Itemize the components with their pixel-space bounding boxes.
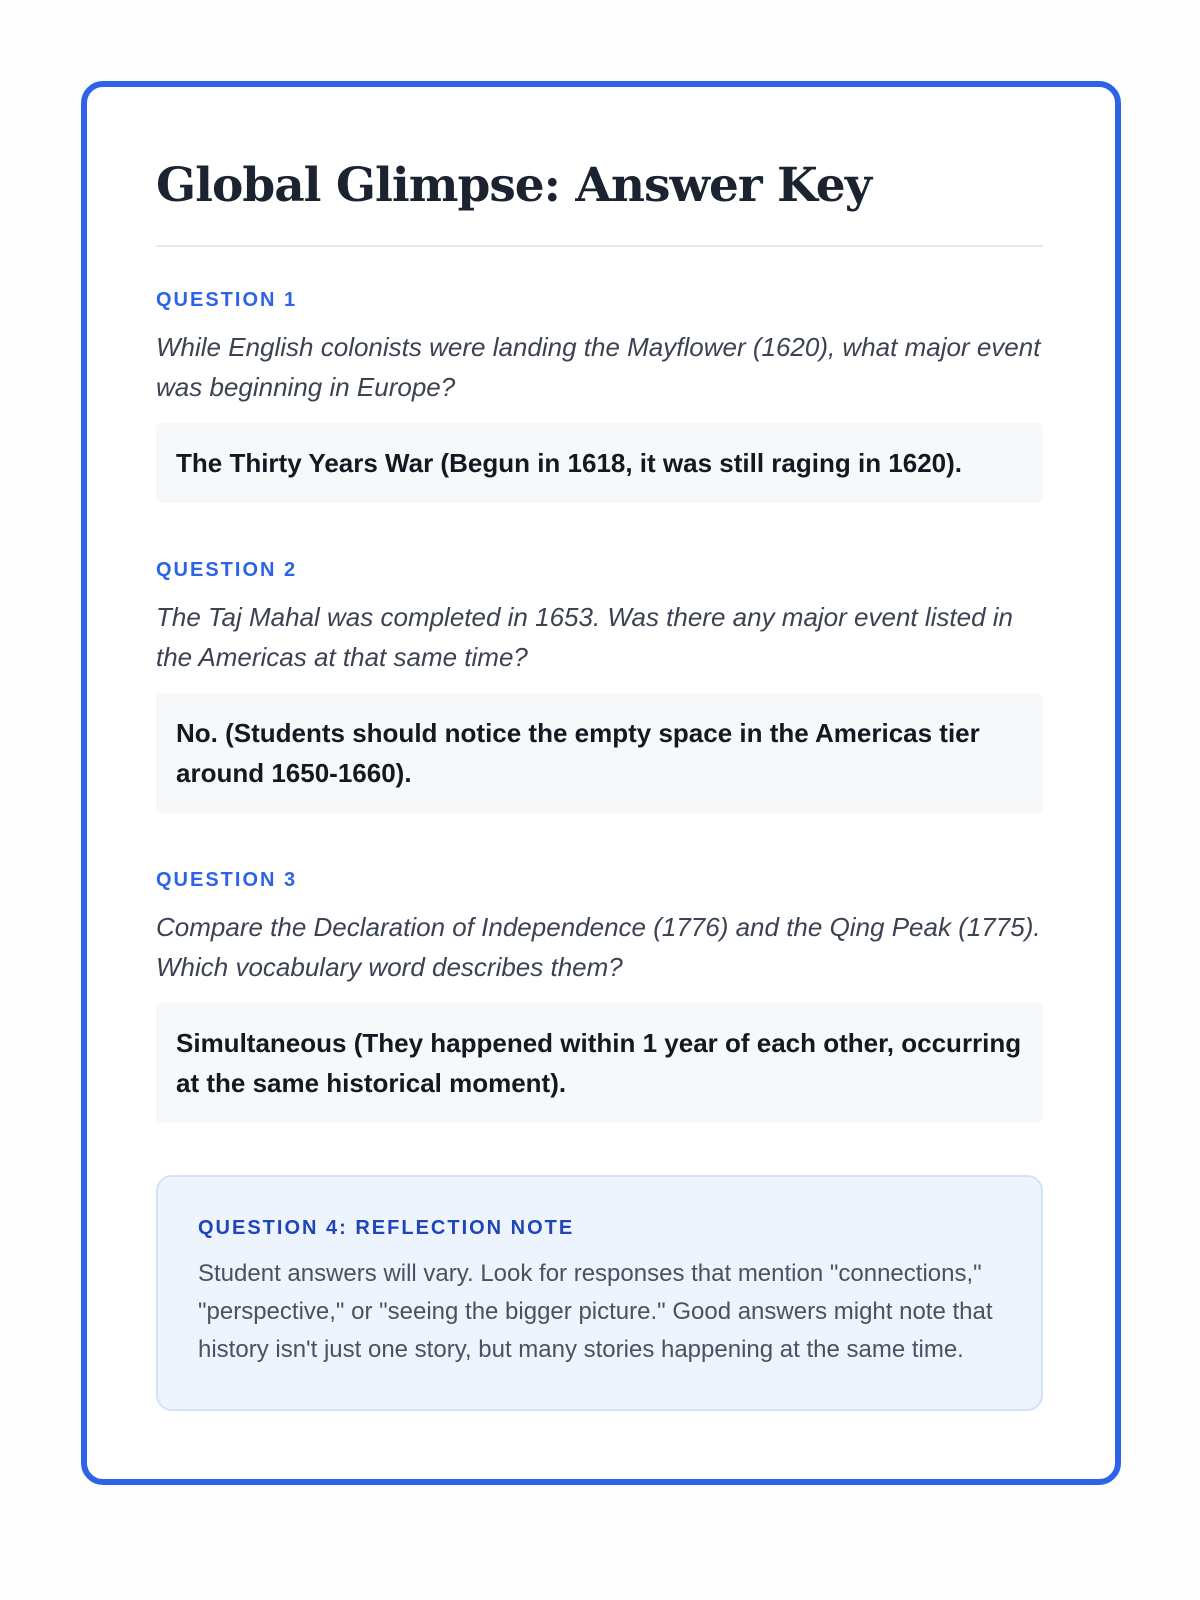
question-text: The Taj Mahal was completed in 1653. Was there any major event listed in the Americas at that same time?	[156, 602, 1014, 672]
question-text: While English colonists were landing the Mayflower (1620), what major event was beginning in Europe?	[156, 332, 1041, 402]
question-block-2	[156, 557, 1043, 813]
question-label: QUESTION 1	[156, 289, 298, 311]
page-title: Global Glimpse: Answer Key	[156, 158, 872, 213]
question-label: QUESTION 3	[156, 869, 298, 891]
answer-box: The Thirty Years War (Begun in 1618, it was still raging in 1620).	[156, 423, 1043, 503]
reflection-note-label: QUESTION 4: REFLECTION NOTE	[198, 1217, 575, 1239]
title-divider	[156, 245, 1043, 247]
question-block-1	[156, 287, 1043, 503]
answer-box: No. (Students should notice the empty space in the Americas tier around 1650-1660).	[156, 693, 1043, 813]
question-label: QUESTION 2	[156, 559, 298, 581]
answer-key-card	[81, 81, 1121, 1485]
reflection-note	[156, 1175, 1043, 1411]
question-block-3	[156, 867, 1043, 1123]
answer-box: Simultaneous (They happened within 1 year of each other, occurring at the same historical moment).	[156, 1003, 1043, 1123]
reflection-note-text: Student answers will vary. Look for responses that mention "connections," "perspective," or "seeing the bigger picture." Good answers might note that history isn't just one story, but many stories happening at the same time.	[198, 1260, 993, 1363]
question-text: Compare the Declaration of Independence (1776) and the Qing Peak (1775). Which vocabulary word describes them?	[156, 912, 1041, 982]
